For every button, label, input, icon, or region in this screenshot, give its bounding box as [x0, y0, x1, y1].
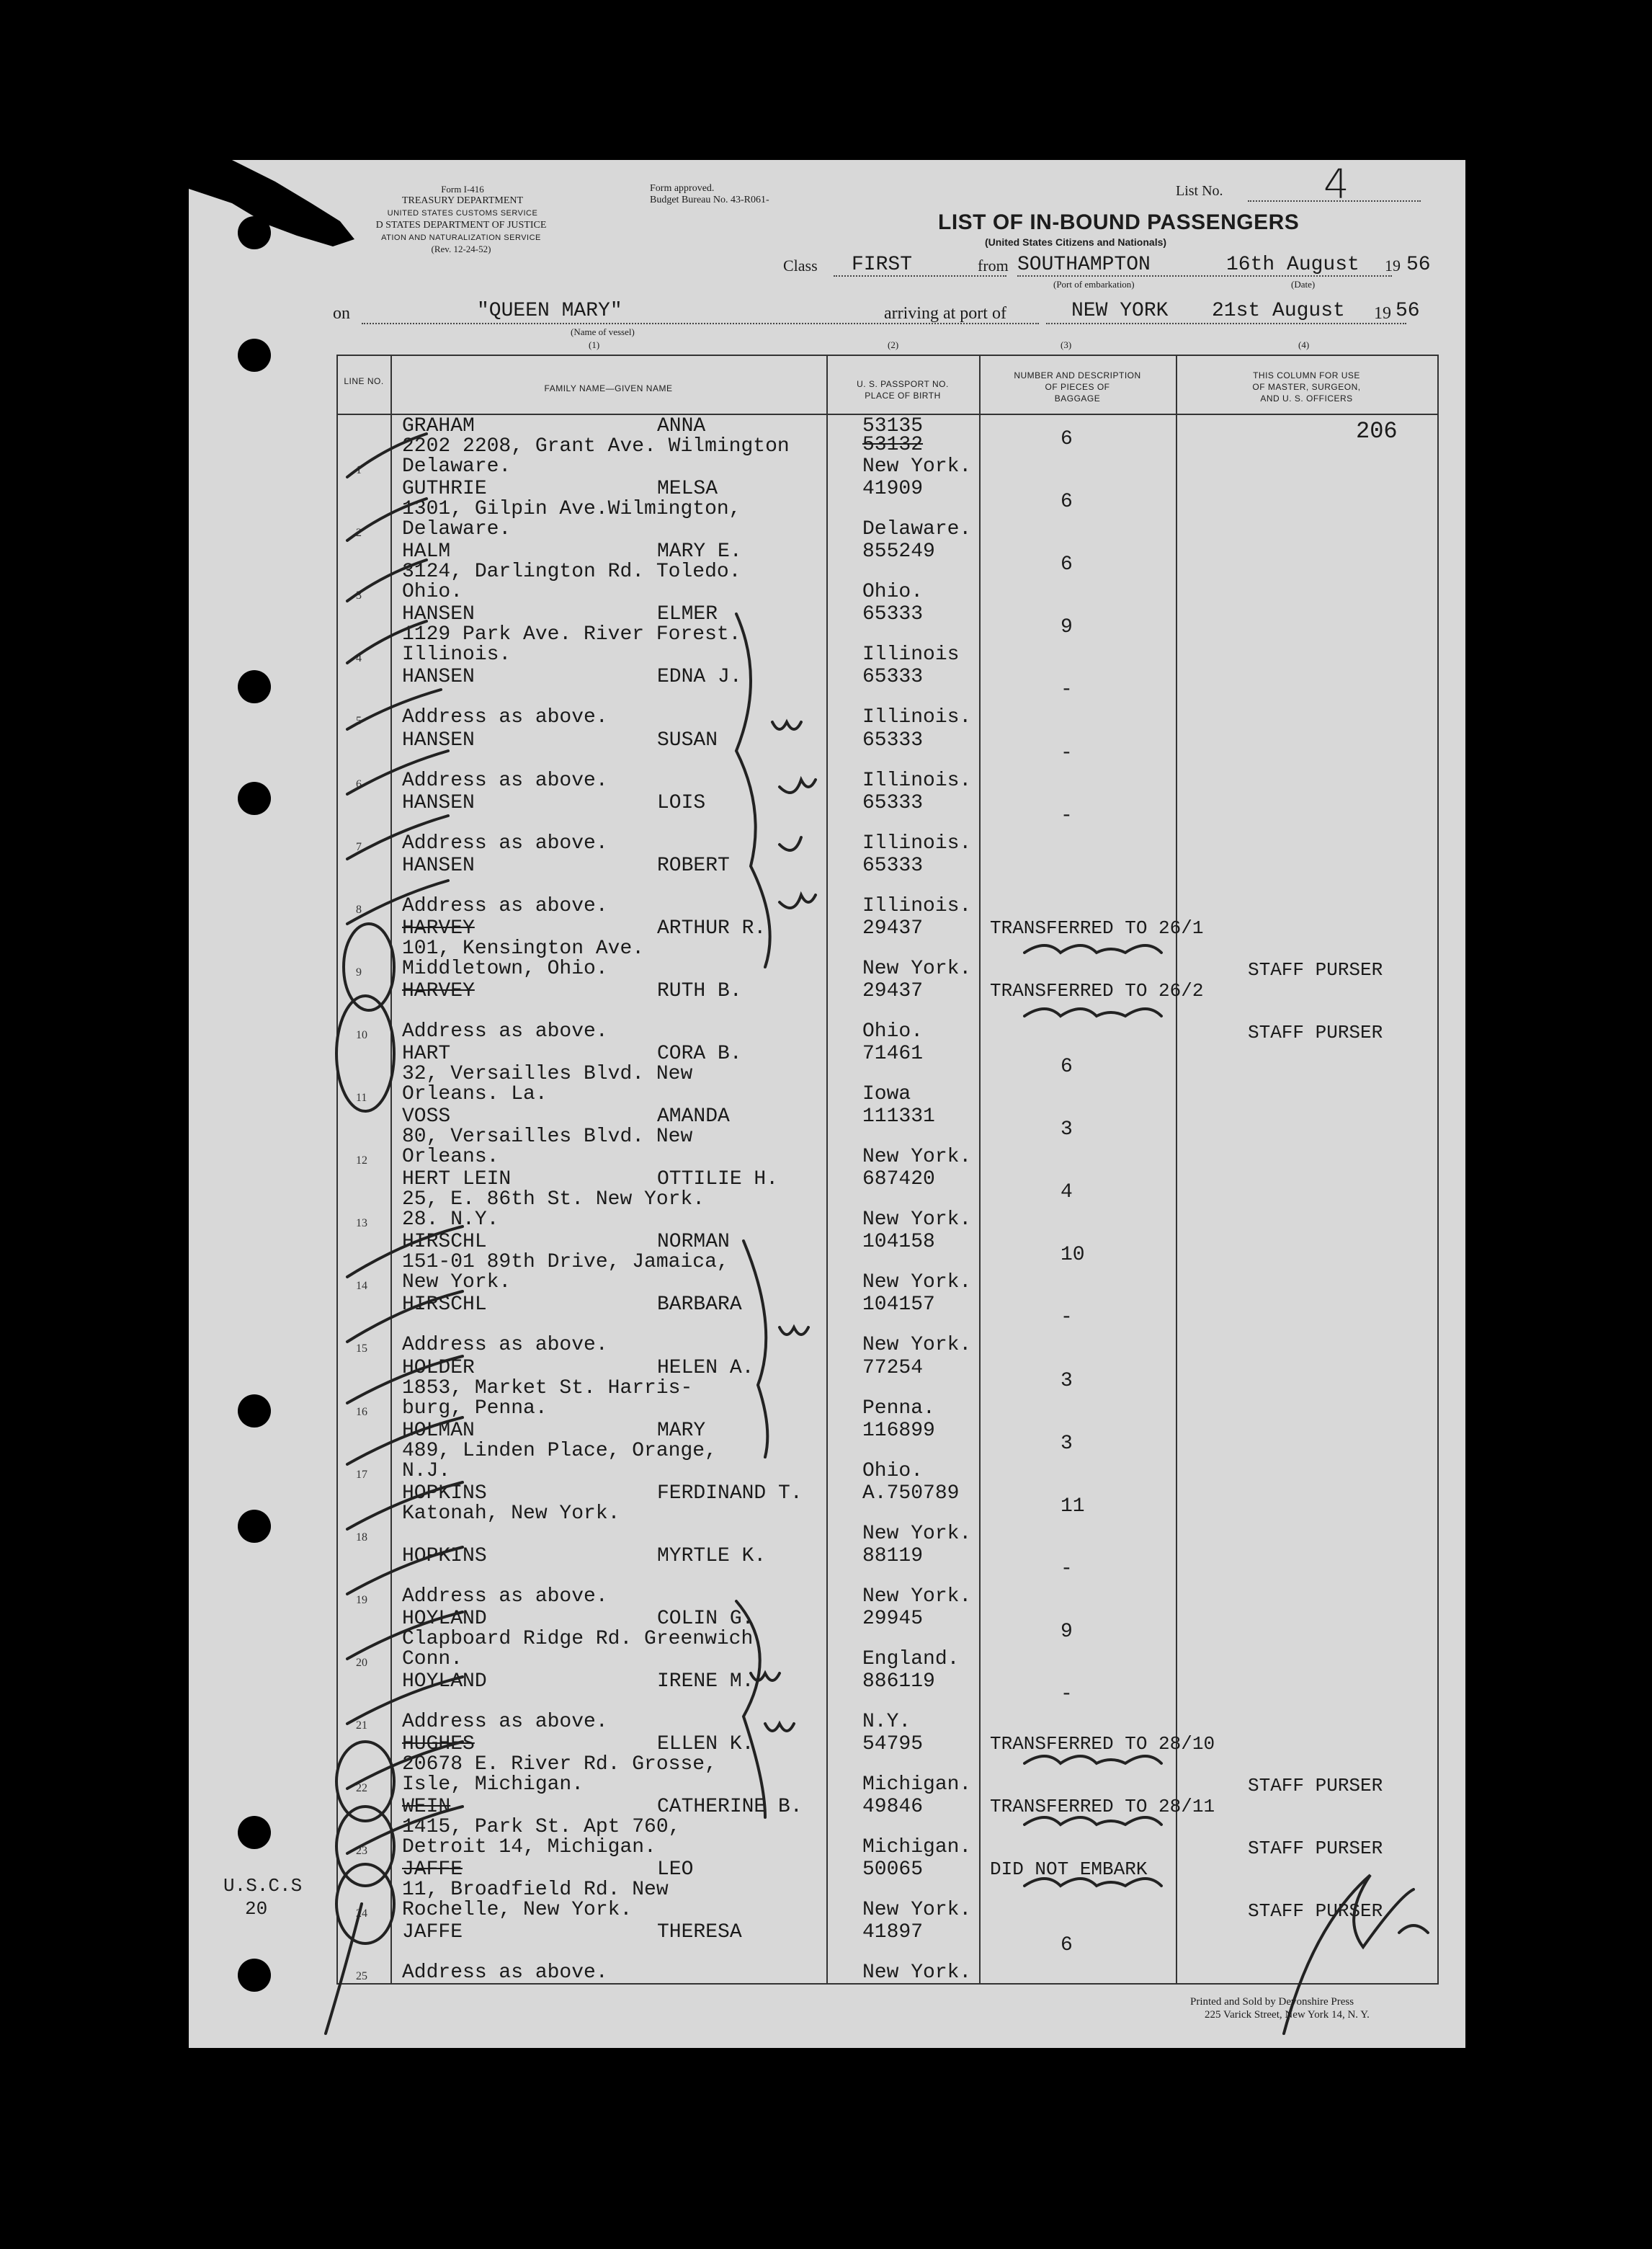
- line-number: 2: [356, 527, 362, 540]
- address-line-1: 80, Versailles Blvd. New: [402, 1126, 693, 1149]
- passport-number: 855249: [862, 540, 935, 564]
- line-number: 3: [356, 589, 362, 602]
- passport-number: 77254: [862, 1356, 924, 1379]
- address-line-2: Middletown, Ohio.: [402, 957, 608, 980]
- family-name: VOSS: [402, 1105, 451, 1128]
- address-line-2: Conn.: [402, 1647, 463, 1670]
- address-line-1: 32, Versailles Blvd. New: [402, 1063, 693, 1085]
- justice-dept: D STATES DEPARTMENT OF JUSTICE: [375, 220, 547, 231]
- given-name: CORA B.: [657, 1043, 742, 1065]
- line-number: 18: [356, 1531, 367, 1544]
- on-label: on: [333, 304, 350, 323]
- given-name: OTTILIE H.: [657, 1168, 779, 1191]
- officer-note: STAFF PURSER: [1248, 1838, 1383, 1860]
- date-caption: (Date): [1291, 279, 1316, 290]
- revision: (Rev. 12-24-52): [431, 244, 491, 254]
- address-line-2: Address as above.: [402, 894, 608, 917]
- address-line-1: Clapboard Ridge Rd. Greenwich: [402, 1627, 754, 1650]
- col-header-birth: PLACE OF BIRTH: [865, 391, 941, 401]
- col-header-name: FAMILY NAME—GIVEN NAME: [544, 383, 673, 393]
- place-of-birth: Illinois.: [862, 706, 972, 729]
- given-name: THERESA: [657, 1921, 742, 1944]
- customs-service: UNITED STATES CUSTOMS SERVICE: [387, 209, 538, 218]
- given-name: IRENE M.: [657, 1670, 754, 1693]
- address-line-1: 11, Broadfield Rd. New: [402, 1879, 669, 1902]
- printer-line-2: 225 Varick Street, New York 14, N. Y.: [1205, 2009, 1370, 2021]
- address-line-2: Delaware.: [402, 455, 512, 478]
- family-name: HART: [402, 1043, 451, 1065]
- passport-number: 29945: [862, 1607, 924, 1630]
- place-of-birth: Delaware.: [862, 518, 972, 541]
- line-number: 1: [356, 464, 362, 476]
- baggage-count: 6: [1061, 491, 1073, 514]
- place-of-birth: England.: [862, 1647, 960, 1670]
- given-name: LEO: [657, 1858, 694, 1881]
- family-name: JAFFE: [402, 1921, 463, 1944]
- address-line-2: Address as above.: [402, 1961, 608, 1985]
- passport-number: 71461: [862, 1043, 924, 1065]
- passport-number: 104158: [862, 1231, 935, 1254]
- address-line-2: Detroit 14, Michigan.: [402, 1836, 656, 1859]
- family-name: HOLDER: [402, 1356, 475, 1379]
- passport-number: 111331: [862, 1105, 935, 1128]
- passport-number: 41909: [862, 478, 924, 501]
- family-name: HANSEN: [402, 791, 475, 814]
- punch-hole: [238, 782, 271, 815]
- arrival-year-prefix: 19: [1374, 304, 1391, 323]
- col-header-baggage-2: OF PIECES OF: [1045, 382, 1110, 392]
- line-number: 8: [356, 903, 362, 916]
- given-name: FERDINAND T.: [657, 1482, 803, 1505]
- given-name: NORMAN: [657, 1231, 730, 1254]
- place-of-birth: Ohio.: [862, 581, 924, 604]
- year-prefix: 19: [1385, 257, 1401, 275]
- form-approved: Form approved.: [650, 183, 715, 194]
- address-line-1: 2202 2208, Grant Ave. Wilmington: [402, 435, 790, 458]
- baggage-count: 3: [1061, 1118, 1073, 1141]
- family-name: GUTHRIE: [402, 478, 487, 501]
- place-of-birth: New York.: [862, 1899, 972, 1922]
- customs-stamp-number: 20: [245, 1898, 268, 1920]
- address-line-2: Orleans.: [402, 1146, 499, 1169]
- baggage-count: 6: [1061, 1056, 1073, 1078]
- passport-number: 116899: [862, 1419, 935, 1442]
- passport-number: 53135: [862, 415, 924, 437]
- family-name: HOLMAN: [402, 1419, 475, 1442]
- line-number: 19: [356, 1593, 367, 1606]
- line-number: 22: [356, 1782, 367, 1795]
- baggage-count: 10: [1061, 1244, 1085, 1267]
- passport-number: 49846: [862, 1796, 924, 1819]
- place-of-birth: New York.: [862, 1585, 972, 1608]
- family-name: HUGHES: [402, 1733, 475, 1756]
- col-number-2: (2): [888, 339, 899, 350]
- line-number: 23: [356, 1845, 367, 1858]
- class-label: Class: [783, 257, 818, 275]
- family-name: HIRSCHL: [402, 1231, 487, 1254]
- passport-number: 687420: [862, 1168, 935, 1191]
- family-name: HANSEN: [402, 729, 475, 752]
- naturalization-service: ATION AND NATURALIZATION SERVICE: [381, 233, 541, 242]
- arrival-date: 21st August: [1212, 300, 1345, 322]
- place-of-birth: Illinois.: [862, 769, 972, 792]
- officer-note: STAFF PURSER: [1248, 1021, 1383, 1043]
- passport-number: 29437: [862, 917, 924, 940]
- punch-hole: [238, 339, 271, 372]
- col-header-officers-1: THIS COLUMN FOR USE: [1253, 370, 1360, 380]
- passenger-list-document: [189, 160, 1465, 2048]
- place-of-birth: Penna.: [862, 1397, 935, 1420]
- officer-note: 206: [1356, 418, 1398, 445]
- address-line-2: Orleans. La.: [402, 1083, 548, 1105]
- place-of-birth: Illinois.: [862, 894, 972, 917]
- family-name: HERT LEIN: [402, 1168, 512, 1191]
- line-number: 6: [356, 778, 362, 791]
- punch-hole: [238, 1510, 271, 1543]
- embarkation-port: SOUTHAMPTON: [1017, 254, 1151, 276]
- address-line-2: Address as above.: [402, 1334, 608, 1357]
- line-number: 10: [356, 1028, 367, 1041]
- family-name: HIRSCHL: [402, 1293, 487, 1317]
- punch-hole: [238, 1816, 271, 1849]
- line-number: 12: [356, 1154, 367, 1167]
- place-of-birth: Illinois.: [862, 832, 972, 855]
- place-of-birth: New York.: [862, 1522, 972, 1545]
- vessel-caption: (Name of vessel): [571, 326, 635, 337]
- address-line-2: burg, Penna.: [402, 1397, 548, 1420]
- line-number: 24: [356, 1907, 367, 1920]
- punch-hole: [238, 216, 271, 249]
- place-of-birth: New York.: [862, 1961, 972, 1985]
- address-line-2: Ohio.: [402, 581, 463, 604]
- col-number-1: (1): [589, 339, 600, 350]
- given-name: LOIS: [657, 791, 706, 814]
- given-name: MARY E.: [657, 540, 742, 564]
- officer-note: STAFF PURSER: [1248, 1900, 1383, 1923]
- list-no-value: 4: [1323, 161, 1349, 208]
- line-number: 21: [356, 1719, 367, 1732]
- baggage-count: 3: [1061, 1369, 1073, 1392]
- place-of-birth: Ohio.: [862, 1020, 924, 1043]
- line-number: 17: [356, 1468, 367, 1481]
- col-number-4: (4): [1298, 339, 1310, 350]
- poe-caption: (Port of embarkation): [1053, 279, 1135, 290]
- given-name: CATHERINE B.: [657, 1796, 803, 1819]
- family-name: HARVEY: [402, 979, 475, 1002]
- passport-number: 65333: [862, 729, 924, 752]
- place-of-birth: New York.: [862, 1208, 972, 1232]
- document-subtitle: (United States Citizens and Nationals): [985, 236, 1167, 248]
- given-name: ARTHUR R.: [657, 917, 767, 940]
- address-line-2: Rochelle, New York.: [402, 1899, 633, 1922]
- passport-struck: 53132: [862, 434, 924, 456]
- family-name: HOPKINS: [402, 1482, 487, 1505]
- address-line-1: 25, E. 86th St. New York.: [402, 1188, 705, 1211]
- departure-date: 16th August: [1226, 254, 1359, 276]
- printer-line-1: Printed and Sold by Devonshire Press: [1190, 1996, 1354, 2008]
- arrival-year-suffix: 56: [1396, 300, 1420, 322]
- col-number-3: (3): [1061, 339, 1072, 350]
- passport-number: 41897: [862, 1921, 924, 1944]
- given-name: MYRTLE K.: [657, 1544, 767, 1567]
- col-header-officers-3: AND U. S. OFFICERS: [1260, 393, 1353, 404]
- given-name: BARBARA: [657, 1293, 742, 1317]
- address-line-2: Delaware.: [402, 518, 512, 541]
- baggage-count: 4: [1061, 1181, 1073, 1204]
- family-name: HOYLAND: [402, 1670, 487, 1693]
- given-name: MARY: [657, 1419, 706, 1442]
- punch-hole: [238, 1959, 271, 1992]
- address-line-2: Isle, Michigan.: [402, 1773, 584, 1796]
- address-line-1: 3124, Darlington Rd. Toledo.: [402, 561, 741, 584]
- baggage-count: -: [1061, 1306, 1073, 1330]
- family-name: WEIN: [402, 1796, 451, 1819]
- line-number: 13: [356, 1217, 367, 1230]
- family-name: HANSEN: [402, 603, 475, 626]
- status-note: TRANSFERRED TO 26/1: [990, 917, 1204, 939]
- budget-bureau: Budget Bureau No. 43-R061-: [650, 195, 769, 205]
- punch-hole: [238, 670, 271, 703]
- address-line-2: Illinois.: [402, 643, 512, 667]
- line-number: 16: [356, 1405, 367, 1418]
- line-number: 11: [356, 1092, 367, 1104]
- line-number: 4: [356, 652, 362, 665]
- form-number: Form I-416: [441, 184, 484, 195]
- baggage-count: -: [1061, 804, 1073, 827]
- address-line-2: Address as above.: [402, 1020, 608, 1043]
- family-name: HOYLAND: [402, 1607, 487, 1630]
- passport-number: 65333: [862, 791, 924, 814]
- place-of-birth: Michigan.: [862, 1836, 972, 1859]
- address-line-2: N.J.: [402, 1459, 451, 1482]
- passport-number: 50065: [862, 1858, 924, 1881]
- family-name: GRAHAM: [402, 415, 475, 437]
- place-of-birth: New York.: [862, 957, 972, 980]
- customs-stamp: U.S.C.S: [223, 1875, 303, 1897]
- given-name: ROBERT: [657, 854, 730, 877]
- col-header-officers-2: OF MASTER, SURGEON,: [1252, 382, 1361, 392]
- officer-note: STAFF PURSER: [1248, 958, 1383, 981]
- passport-number: 65333: [862, 854, 924, 877]
- address-line-1: 1415, Park St. Apt 760,: [402, 1816, 681, 1839]
- address-line-2: Address as above.: [402, 832, 608, 855]
- family-name: HARVEY: [402, 917, 475, 940]
- baggage-count: 9: [1061, 1620, 1073, 1643]
- baggage-count: -: [1061, 741, 1073, 765]
- address-line-1: 101, Kensington Ave.: [402, 937, 645, 960]
- address-line-2: Address as above.: [402, 1711, 608, 1733]
- given-name: COLIN G.: [657, 1607, 754, 1630]
- baggage-count: 6: [1061, 428, 1073, 450]
- line-number: 14: [356, 1280, 367, 1293]
- passport-number: 29437: [862, 979, 924, 1002]
- class-value: FIRST: [852, 254, 913, 276]
- place-of-birth: Iowa: [862, 1083, 911, 1105]
- col-header-line: LINE NO.: [344, 376, 384, 386]
- vessel-name: "QUEEN MARY": [477, 300, 622, 322]
- address-line-1: 1129 Park Ave. River Forest.: [402, 623, 741, 646]
- arrival-port: NEW YORK: [1071, 300, 1169, 322]
- address-line-2: New York.: [402, 1271, 512, 1294]
- torn-corner: [189, 160, 376, 268]
- given-name: MELSA: [657, 478, 718, 501]
- given-name: AMANDA: [657, 1105, 730, 1128]
- address-line-1: Katonah, New York.: [402, 1502, 620, 1525]
- place-of-birth: New York.: [862, 455, 972, 478]
- passport-number: 886119: [862, 1670, 935, 1693]
- document-title: LIST OF IN-BOUND PASSENGERS: [938, 210, 1300, 234]
- given-name: EDNA J.: [657, 666, 742, 689]
- status-note: TRANSFERRED TO 28/11: [990, 1796, 1215, 1818]
- family-name: HOPKINS: [402, 1544, 487, 1567]
- address-line-2: 28. N.Y.: [402, 1208, 499, 1232]
- passport-number: 88119: [862, 1544, 924, 1567]
- officer-note: STAFF PURSER: [1248, 1775, 1383, 1797]
- address-line-2: Address as above.: [402, 769, 608, 792]
- treasury-dept: TREASURY DEPARTMENT: [401, 195, 524, 206]
- passport-number: A.750789: [862, 1482, 960, 1505]
- address-line-1: 151-01 89th Drive, Jamaica,: [402, 1251, 729, 1274]
- passport-number: 54795: [862, 1733, 924, 1756]
- baggage-count: 9: [1061, 616, 1073, 639]
- address-line-1: 20678 E. River Rd. Grosse,: [402, 1753, 717, 1776]
- address-line-2: Address as above.: [402, 1585, 608, 1608]
- given-name: RUTH B.: [657, 979, 742, 1002]
- baggage-count: -: [1061, 1557, 1073, 1580]
- passport-number: 65333: [862, 603, 924, 626]
- place-of-birth: Ohio.: [862, 1459, 924, 1482]
- family-name: JAFFE: [402, 1858, 463, 1881]
- col-header-baggage-3: BAGGAGE: [1054, 393, 1101, 404]
- status-note: TRANSFERRED TO 26/2: [990, 979, 1204, 1002]
- baggage-count: 3: [1061, 1432, 1073, 1455]
- line-number: 20: [356, 1656, 367, 1669]
- address-line-1: 1853, Market St. Harris-: [402, 1376, 693, 1399]
- line-number: 15: [356, 1342, 367, 1355]
- status-note: TRANSFERRED TO 28/10: [990, 1733, 1215, 1755]
- place-of-birth: Michigan.: [862, 1773, 972, 1796]
- baggage-count: 6: [1061, 553, 1073, 576]
- col-header-passport: U. S. PASSPORT NO.: [857, 379, 949, 389]
- list-no-label: List No.: [1176, 183, 1223, 199]
- passport-number: 65333: [862, 666, 924, 689]
- given-name: ELLEN K.: [657, 1733, 754, 1756]
- baggage-count: -: [1061, 1683, 1073, 1706]
- place-of-birth: New York.: [862, 1271, 972, 1294]
- punch-hole: [238, 1394, 271, 1428]
- baggage-count: 11: [1061, 1495, 1085, 1518]
- line-number: 9: [356, 966, 362, 979]
- given-name: HELEN A.: [657, 1356, 754, 1379]
- year-suffix: 56: [1406, 254, 1431, 276]
- place-of-birth: New York.: [862, 1334, 972, 1357]
- baggage-count: 6: [1061, 1934, 1073, 1957]
- family-name: HANSEN: [402, 854, 475, 877]
- line-number: 25: [356, 1970, 367, 1983]
- family-name: HALM: [402, 540, 451, 564]
- status-note: DID NOT EMBARK: [990, 1858, 1148, 1881]
- given-name: SUSAN: [657, 729, 718, 752]
- place-of-birth: New York.: [862, 1146, 972, 1169]
- place-of-birth: N.Y.: [862, 1711, 911, 1733]
- baggage-count: -: [1061, 679, 1073, 702]
- address-line-1: 489, Linden Place, Orange,: [402, 1439, 717, 1462]
- col-header-baggage-1: NUMBER AND DESCRIPTION: [1014, 370, 1141, 380]
- family-name: HANSEN: [402, 666, 475, 689]
- line-number: 5: [356, 715, 362, 728]
- address-line-1: 1301, Gilpin Ave.Wilmington,: [402, 498, 741, 521]
- line-number: 7: [356, 840, 362, 853]
- from-label: from: [978, 257, 1009, 275]
- passport-number: 104157: [862, 1293, 935, 1317]
- place-of-birth: Illinois: [862, 643, 960, 667]
- arriving-label: arriving at port of: [884, 304, 1006, 323]
- address-line-2: Address as above.: [402, 706, 608, 729]
- given-name: ANNA: [657, 415, 706, 437]
- given-name: ELMER: [657, 603, 718, 626]
